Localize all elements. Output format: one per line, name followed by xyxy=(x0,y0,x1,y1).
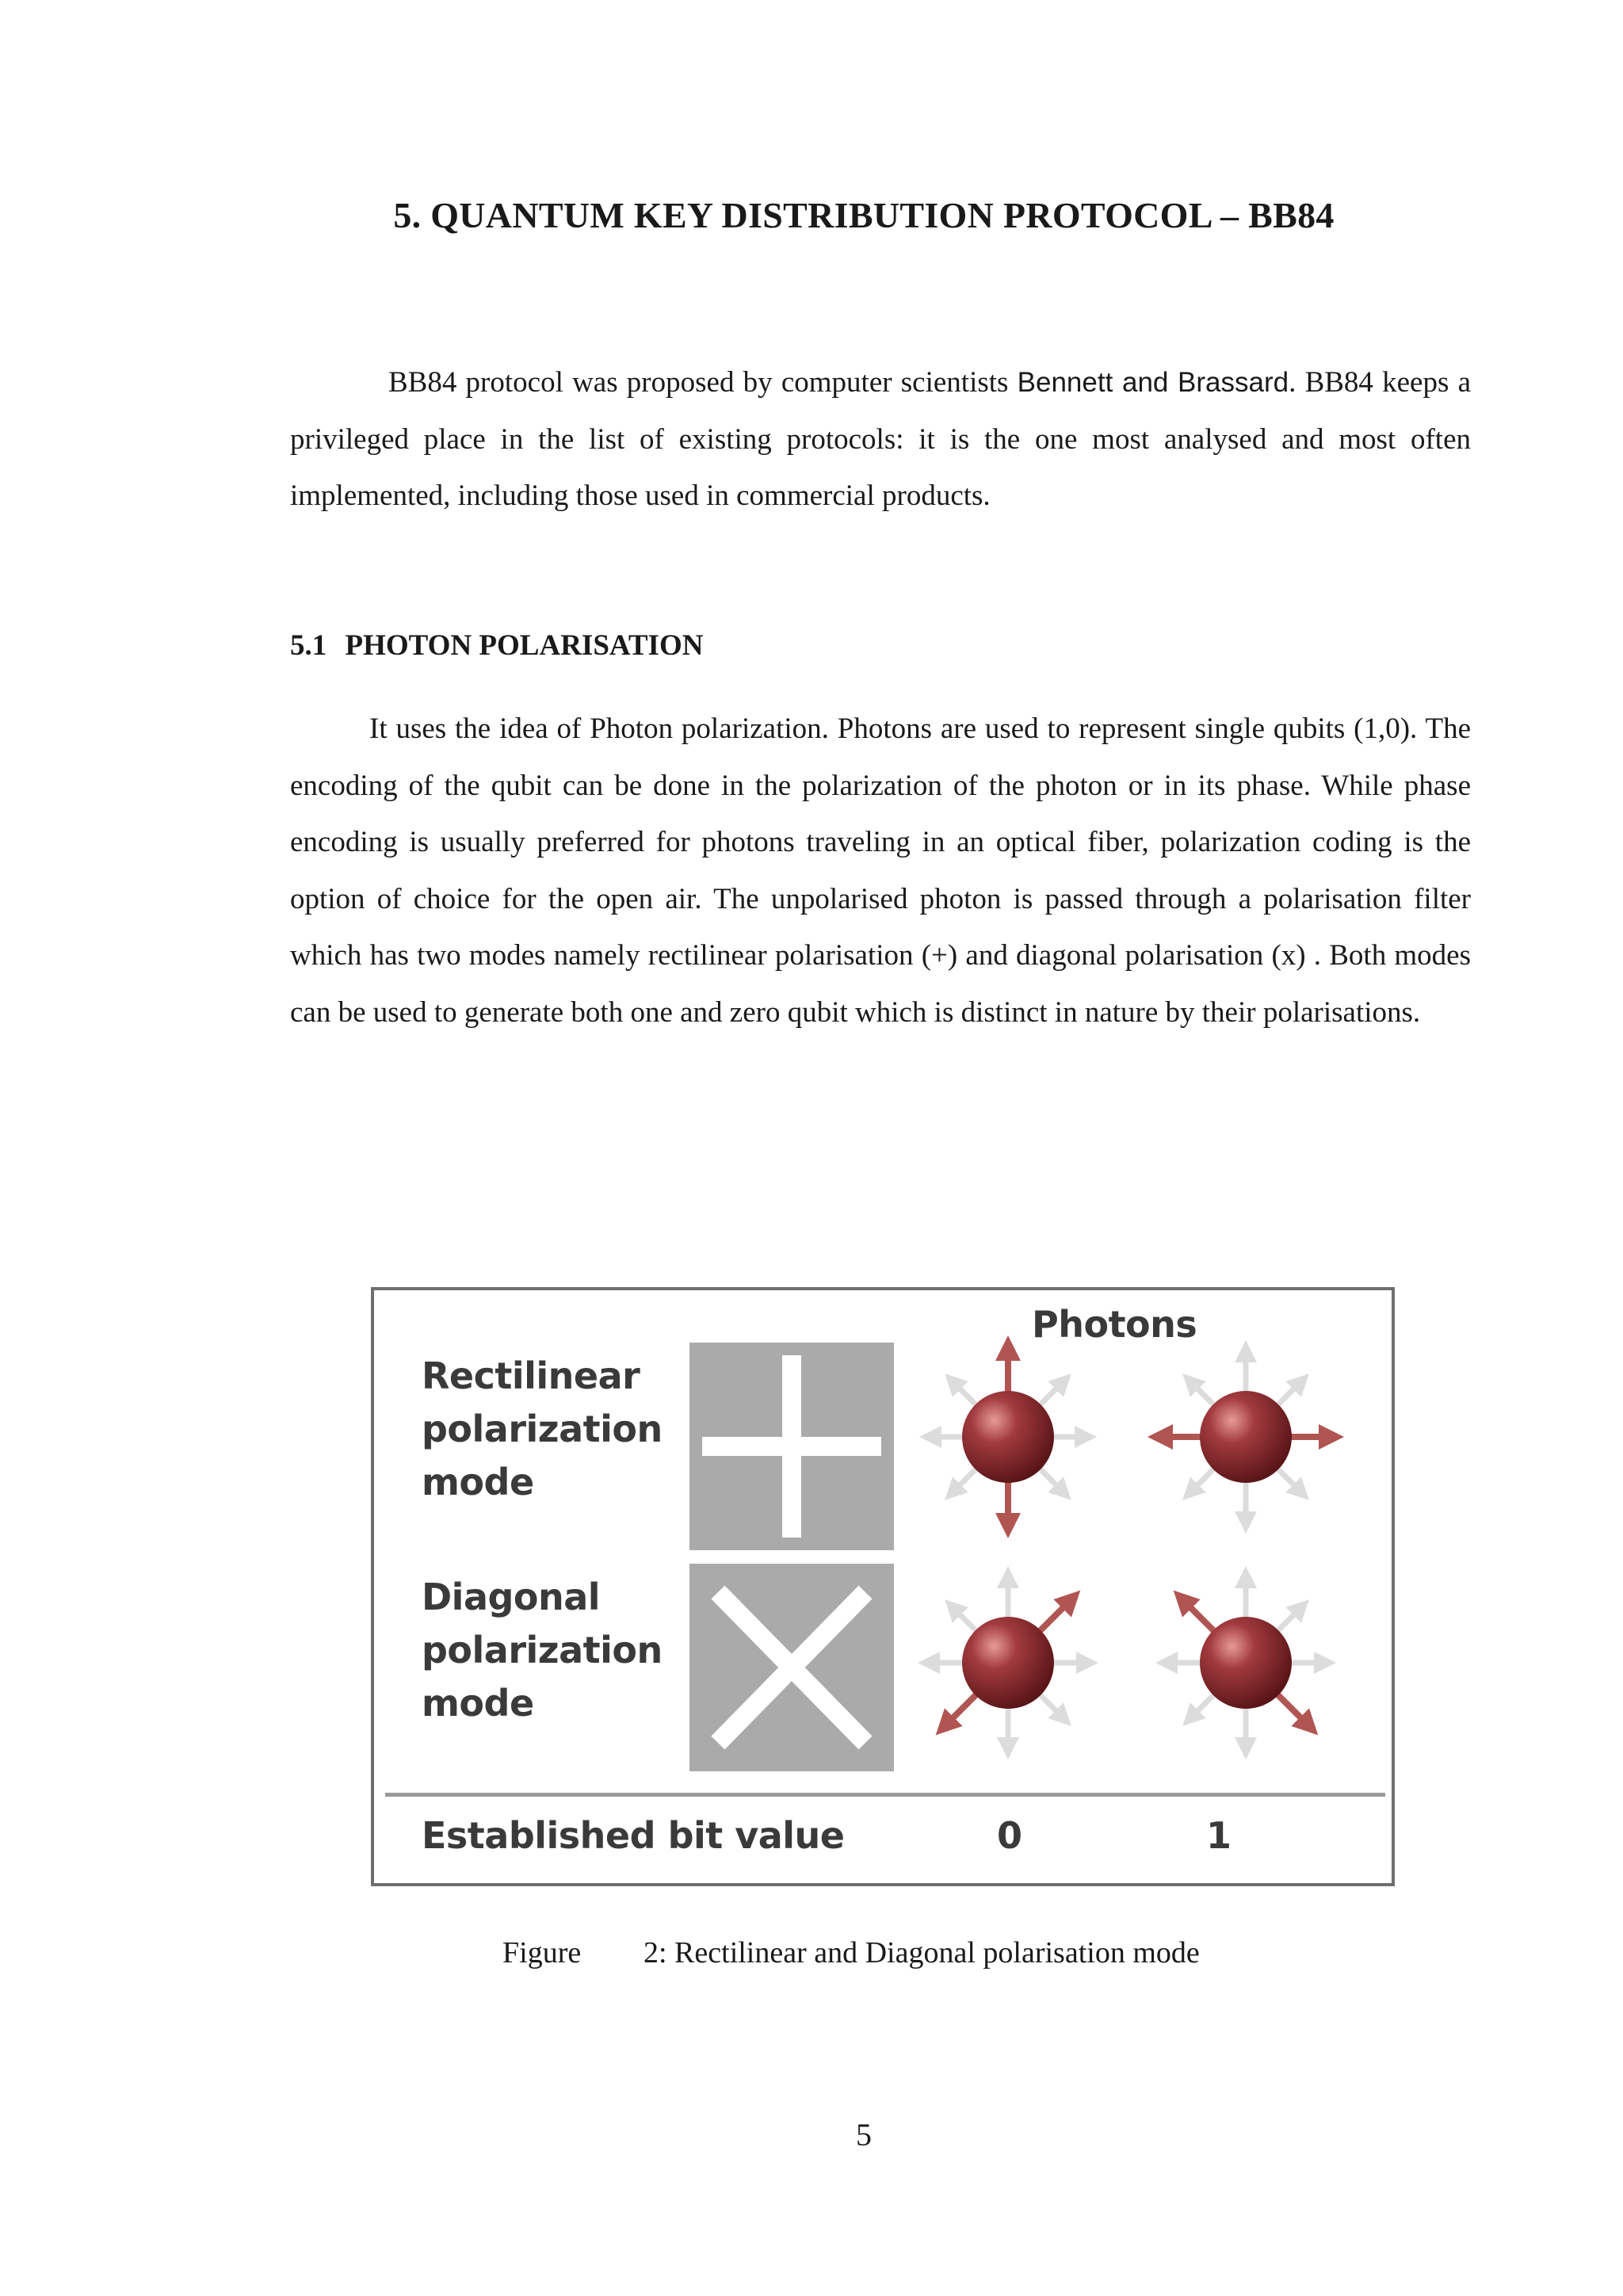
diagonal-label-line: Diagonal xyxy=(422,1576,601,1618)
author-names: Bennett and Brassard xyxy=(1017,367,1289,398)
section-body-text: It uses the idea of Photon polarization. Photons are used to represent single qubits (1,0). The encoding of the qubit can be done in the polarization of the photon or in its phase. While phase encoding is usually preferred for photons traveling in an optical fiber, polarization coding is the option of choice for the open air. The unpolarised photon is passed through a polarisation filter which has two modes namely rectilinear polarisation (+) and diagonal polarisation (x) . Both modes can be used to generate both one and zero qubit which is distinct in nature by their polarisations. xyxy=(290,712,1471,1029)
intro-text-start: BB84 protocol was proposed by computer scientists xyxy=(388,366,1018,399)
page-number: 5 xyxy=(856,2117,872,2153)
photon-rectilinear-one xyxy=(1160,1351,1331,1522)
photon-rectilinear-zero xyxy=(930,1348,1086,1526)
diagonal-label-line: mode xyxy=(422,1682,534,1725)
page-heading: 5. QUANTUM KEY DISTRIBUTION PROTOCOL – BB84 xyxy=(393,195,1335,235)
caption-text: 2: Rectilinear and Diagonal polarisation mode xyxy=(643,1936,1200,1969)
polarization-figure xyxy=(371,1287,1395,1886)
diagonal-filter-icon xyxy=(689,1564,894,1771)
photon-diagonal-zero xyxy=(929,1577,1087,1748)
section-heading xyxy=(290,628,703,663)
figure-divider xyxy=(385,1793,1385,1797)
rectilinear-label-line: Rectilinear xyxy=(422,1354,640,1397)
bit-value-label: Established bit value xyxy=(422,1814,845,1857)
section-number: 5.1 xyxy=(290,629,327,662)
section-paragraph xyxy=(290,701,1471,1041)
section-title: PHOTON POLARISATION xyxy=(345,629,704,662)
rectilinear-label-line: polarization xyxy=(422,1408,663,1450)
caption-prefix: Figure xyxy=(502,1936,582,1969)
diagonal-label xyxy=(422,1571,663,1730)
rectilinear-label-line: mode xyxy=(422,1461,534,1503)
photons-label: Photons xyxy=(1032,1303,1197,1346)
rectilinear-filter-icon xyxy=(689,1343,894,1550)
intro-paragraph xyxy=(290,354,1471,525)
intro-text-end: . BB84 keeps a privileged place in the list of existing protocols: it is the one most analysed and most often implemented, including those used in commercial products. xyxy=(290,366,1472,512)
rectilinear-label xyxy=(422,1350,663,1509)
photon-grid xyxy=(913,1330,1357,1782)
bit-value-one: 1 xyxy=(1206,1814,1232,1857)
photon-diagonal-one xyxy=(1167,1577,1325,1748)
diagonal-label-line: polarization xyxy=(422,1629,663,1671)
bit-value-zero: 0 xyxy=(997,1814,1022,1857)
